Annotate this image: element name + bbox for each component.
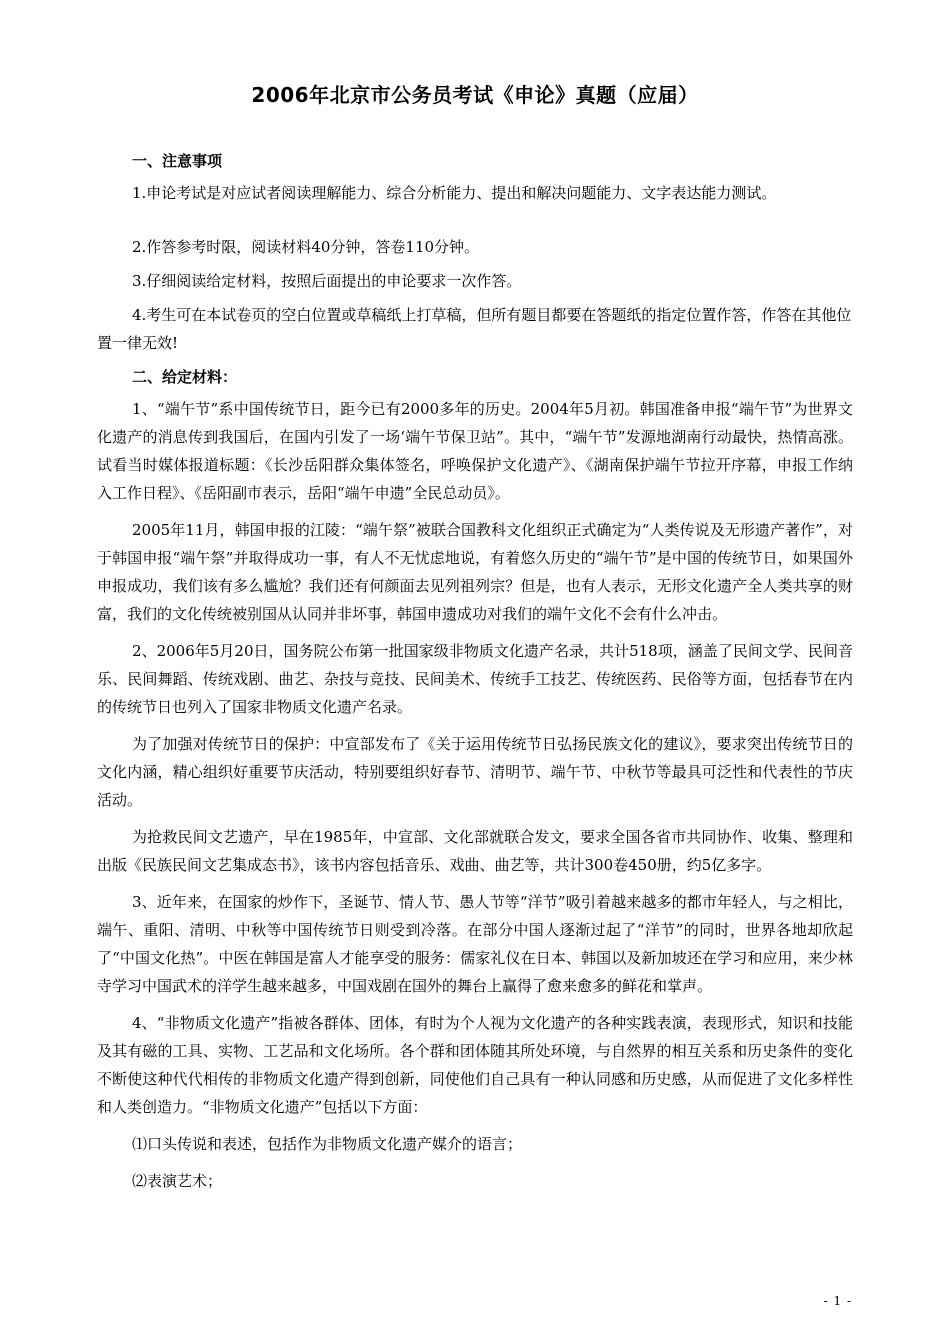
document-body (97, 147, 853, 1204)
note-item: 1.申论考试是对应试者阅读理解能力、综合分析能力、提出和解决问题能力、文字表达能力测试。 (132, 184, 777, 202)
note-item: 3.仔细阅读给定材料，按照后面提出的申论要求一次作答。 (132, 272, 522, 290)
section-heading-materials: 二、给定材料： (132, 368, 238, 386)
material-paragraph: 2、2006年5月20日，国务院公布第一批国家级非物质文化遗产名录，共计518项，涵盖了民间文学、民间音乐、民间舞蹈、传统戏剧、曲艺、杂技与竞技、民间美术、传统手工技艺、传统医药、民俗等方面，包括春节在内的传统节日也列入了国家非物质文化遗产名录。 (97, 642, 853, 716)
material-paragraph: 4、“非物质文化遗产”指被各群体、团体，有时为个人视为文化遗产的各种实践表演，表现形式，知识和技能及其有磁的工具、实物、工艺品和文化场所。各个群和团体随其所处环境，与自然界的相互关系和历史条件的变化不断使这种代代相传的非物质文化遗产得到创新，同使他们自己具有一种认同感和历史感，从而促进了文化多样性和人类创造力。“非物质文化遗产”包括以下方面： (97, 1014, 853, 1116)
section-heading-notes: 一、注意事项 (132, 152, 223, 170)
note-item: 2.作答参考时限，阅读材料40分钟，答卷110分钟。 (132, 238, 480, 256)
material-paragraph: 为了加强对传统节日的保护：中宣部发布了《关于运用传统节日弘扬民族文化的建议》，要求突出传统节日的文化内涵，精心组织好重要节庆活动，特别要组织好春节、清明节、端午节、中秋节等最具可泛性和代表性的节庆活动。 (97, 735, 853, 809)
material-paragraph: 1、“端午节”系中国传统节日，距今已有2000多年的历史。2004年5月初。韩国准备申报“端午节”为世界文化遗产的消息传到我国后，在国内引发了一场‘端午节保卫站”。其中，“端午节”发源地湖南行动最快，热情高涨。试看当时媒体报道标题：《长沙岳阳群众集体签名，呼唤保护文化遗产》、《湖南保护端午节拉开序幕，申报工作纳入工作日程》、《岳阳副市表示，岳阳“端午申遗”全民总动员》。 (97, 400, 853, 502)
list-item: ⑴口头传说和表述，包括作为非物质文化遗产媒介的语言； (132, 1135, 523, 1153)
note-item: 4.考生可在本试卷页的空白位置或草稿纸上打草稿，但所有题目都要在答题纸的指定位置作答，作答在其他位置一律无效! (97, 306, 852, 352)
list-item: ⑵表演艺术； (132, 1172, 223, 1190)
document-title: 2006年北京市公务员考试《申论》真题（应届） (251, 83, 699, 107)
page-number: - 1 - (823, 1294, 852, 1308)
material-paragraph: 为抢救民间文艺遗产，早在1985年，中宣部、文化部就联合发文，要求全国各省市共同协作、收集、整理和出版《民族民间文艺集成态书》，该书内容包括音乐、戏曲、曲艺等，共计300卷450册，约5亿多字。 (97, 828, 853, 874)
material-paragraph: 3、近年来，在国家的炒作下，圣诞节、情人节、愚人节等“洋节”吸引着越来越多的都市年轻人，与之相比，端午、重阳、清明、中秋等中国传统节日则受到冷落。在部分中国人逐渐过起了“洋节”的同时，世界各地却欣起了“中国文化热”。中医在韩国是富人才能享受的服务：儒家礼仪在日本、韩国以及新加坡还在学习和应用，来少林寺学习中国武术的洋学生越来越多，中国戏剧在国外的舞台上赢得了愈来愈多的鲜花和掌声。 (97, 893, 853, 995)
material-paragraph: 2005年11月，韩国申报的江陵：“端午祭”被联合国教科文化组织正式确定为“人类传说及无形遗产著作”，对于韩国申报“端午祭”并取得成功一事，有人不无忧虑地说，有着悠久历史的“端午节”是中国的传统节日，如果国外申报成功，我们该有多么尴尬？我们还有何颜面去见列祖列宗？但是，也有人表示，无形文化遗产全人类共享的财富，我们的文化传统被别国从认同并非坏事，韩国申遗成功对我们的端午文化不会有什么冲击。 (97, 521, 853, 623)
